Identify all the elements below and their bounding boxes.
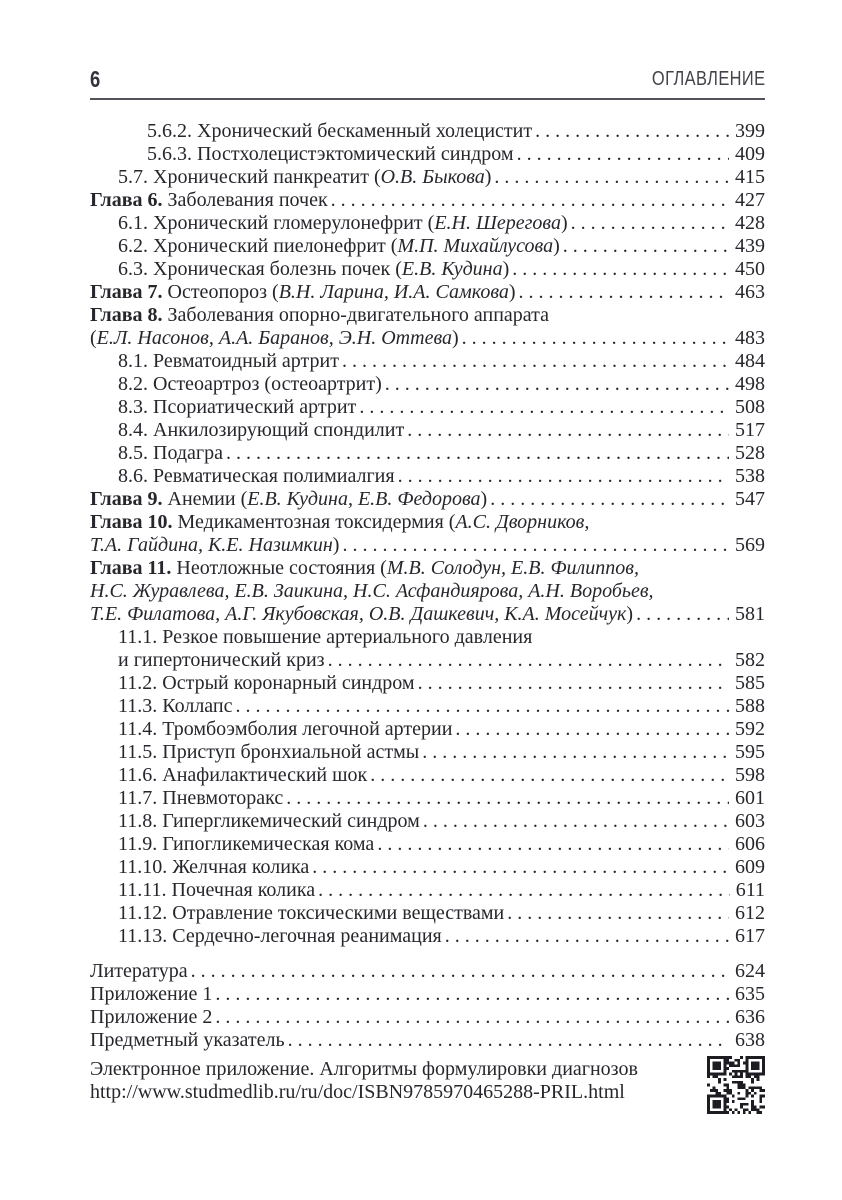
toc-entry (90, 488, 765, 511)
dot-leader (487, 488, 729, 511)
toc-entry (90, 166, 765, 189)
toc-page-number: 603 (735, 810, 765, 832)
dot-leader (315, 879, 730, 902)
dot-leader (419, 741, 729, 764)
toc-entry (90, 442, 765, 465)
toc-page-number: 595 (735, 741, 765, 763)
footer-line2: http://www.studmedlib.ru/ru/doc/ISBN9785970465288-PRIL.html (90, 1081, 625, 1103)
toc-entry (90, 465, 765, 488)
dot-leader (633, 603, 729, 626)
toc-entry (90, 511, 765, 534)
dot-leader (367, 764, 729, 787)
toc-entry-title: (Е.Л. Насонов, А.А. Баранов, Э.Н. Оттева) (90, 327, 459, 349)
toc-page-number: 606 (735, 833, 765, 855)
toc-page-number: 638 (735, 1029, 765, 1051)
toc-entry (90, 373, 765, 396)
toc-entry-title: 11.13. Сердечно-легочная реанимация (118, 925, 442, 947)
toc-entry (90, 1029, 765, 1052)
toc-entry-title: Предметный указатель (90, 1029, 285, 1051)
toc-page-number: 498 (735, 373, 765, 395)
dot-leader (285, 1029, 729, 1052)
toc-page-number: 635 (735, 983, 765, 1005)
toc-entry (90, 419, 765, 442)
toc-entry-title: 8.4. Анкилозирующий спондилит (118, 419, 405, 441)
toc-entry-title: Глава 6. Заболевания почек (90, 189, 328, 211)
qr-code-icon (707, 1056, 765, 1114)
toc-page-number: 463 (735, 281, 765, 303)
page-header (90, 68, 765, 100)
toc-entry-title: 11.6. Анафилактический шок (118, 764, 368, 786)
toc-entry-title: Т.А. Гайдина, К.Е. Назимкин) (90, 534, 340, 556)
page-content (90, 0, 765, 1114)
toc-page-number: 484 (735, 350, 765, 372)
dot-leader (339, 350, 729, 373)
dot-leader (188, 960, 729, 983)
dot-leader (325, 649, 729, 672)
toc-page-number: 538 (735, 465, 765, 487)
toc-entry (90, 557, 765, 580)
dot-leader (420, 810, 729, 833)
toc-entry-title: 6.1. Хронический гломерулонефрит (Е.Н. Шерегова) (118, 212, 568, 234)
dot-leader (212, 983, 729, 1006)
toc-entry (90, 212, 765, 235)
toc-page-number: 547 (735, 488, 765, 510)
toc-entry-title: 5.7. Хронический панкреатит (О.В. Быкова) (118, 166, 492, 188)
toc-entry-title: 5.6.2. Хронический бескаменный холецистит (147, 120, 533, 142)
toc-entry-title: 5.6.3. Постхолецистэктомический синдром (147, 143, 514, 165)
dot-leader (212, 1006, 729, 1029)
toc-entry-title: Глава 10. Медикаментозная токсидермия (А.С. Дворников, (90, 511, 590, 533)
toc-entry-title: 8.2. Остеоартроз (остеоартрит) (118, 373, 382, 395)
toc-entry-title: 11.11. Почечная колика (118, 879, 316, 901)
toc-page-number: 581 (735, 603, 765, 625)
toc-entry (90, 120, 765, 143)
toc-entry-title: 11.12. Отравление токсическими веществами (118, 902, 505, 924)
toc-page-number: 508 (735, 396, 765, 418)
toc-entry-title: и гипертонический криз (118, 649, 325, 671)
toc-page-number: 439 (735, 235, 765, 257)
toc-entry (90, 143, 765, 166)
dot-leader (382, 373, 729, 396)
toc-entry-title: Глава 9. Анемии (Е.В. Кудина, Е.В. Федорова) (90, 488, 488, 510)
toc-entry-title: 11.7. Пневмоторакс (118, 787, 284, 809)
toc-entry (90, 810, 765, 833)
toc-page-number: 611 (735, 879, 765, 901)
toc-entry (90, 764, 765, 787)
dot-leader (532, 120, 729, 143)
toc-entry (90, 649, 765, 672)
toc-page-number: 585 (735, 672, 765, 694)
dot-leader (374, 833, 729, 856)
toc-entry (90, 235, 765, 258)
toc-entry (90, 925, 765, 948)
dot-leader (568, 212, 729, 235)
toc-page-number: 636 (735, 1006, 765, 1028)
toc-entry (90, 580, 765, 603)
dot-leader (514, 143, 729, 166)
toc-page-number: 582 (735, 649, 765, 671)
toc-entry-title: 8.5. Подагра (118, 442, 223, 464)
toc-page-number: 427 (735, 189, 765, 211)
toc-page-number: 528 (735, 442, 765, 464)
dot-leader (415, 672, 729, 695)
dot-leader (328, 189, 729, 212)
toc-entry (90, 695, 765, 718)
header-title: ОГЛАВЛЕНИЕ (651, 68, 765, 90)
toc-page-number: 409 (735, 143, 765, 165)
footer-line1: Электронное приложение. Алгоритмы формулировки диагнозов (90, 1058, 638, 1080)
toc-page-number: 592 (735, 718, 765, 740)
toc-entry (90, 902, 765, 925)
dot-leader (452, 718, 729, 741)
toc-entry (90, 787, 765, 810)
toc-page-number: 624 (735, 960, 765, 982)
footer (90, 1058, 765, 1114)
toc-entry (90, 879, 765, 902)
toc-list (90, 120, 765, 1052)
toc-entry-title: Приложение 1 (90, 983, 213, 1005)
toc-entry-title: 11.9. Гипогликемическая кома (118, 833, 375, 855)
toc-entry (90, 396, 765, 419)
toc-entry-title: 6.2. Хронический пиелонефрит (М.П. Михайлусова) (118, 235, 560, 257)
toc-entry-title: 11.1. Резкое повышение артериального давления (118, 626, 533, 648)
toc-entry (90, 189, 765, 212)
toc-entry (90, 672, 765, 695)
toc-entry (90, 983, 765, 1006)
toc-entry (90, 718, 765, 741)
toc-entry-title: Литература (90, 960, 188, 982)
toc-entry-title: Глава 11. Неотложные состояния (М.В. Солодун, Е.В. Филиппов, (90, 557, 639, 579)
toc-entry (90, 350, 765, 373)
toc-page-number: 601 (735, 787, 765, 809)
toc-entry (90, 327, 765, 350)
dot-leader (356, 396, 729, 419)
dot-leader (491, 166, 729, 189)
toc-entry-title: 11.4. Тромбоэмболия легочной артерии (118, 718, 453, 740)
toc-entry-title: Глава 7. Остеопороз (В.Н. Ларина, И.А. Самкова) (90, 281, 516, 303)
toc-entry (90, 603, 765, 626)
dot-leader (459, 327, 729, 350)
dot-leader (395, 465, 729, 488)
toc-entry-title: 8.6. Ревматическая полимиалгия (118, 465, 395, 487)
toc-page-number: 415 (735, 166, 765, 188)
toc-page-number: 399 (735, 120, 765, 142)
toc-entry-title: 11.10. Желчная колика (118, 856, 310, 878)
toc-entry (90, 960, 765, 983)
dot-leader (233, 695, 730, 718)
toc-entry (90, 856, 765, 879)
toc-entry (90, 258, 765, 281)
toc-page-number: 609 (735, 856, 765, 878)
toc-entry-title: 8.3. Псориатический артрит (118, 396, 357, 418)
toc-page-number: 483 (735, 327, 765, 349)
toc-page-number: 588 (735, 695, 765, 717)
toc-page-number: 617 (735, 925, 765, 947)
toc-page-number: 612 (735, 902, 765, 924)
toc-page-number: 428 (735, 212, 765, 234)
toc-entry-title: Глава 8. Заболевания опорно-двигательного аппарата (90, 304, 550, 326)
dot-leader (283, 787, 729, 810)
dot-leader (404, 419, 729, 442)
dot-leader (560, 235, 729, 258)
toc-entry-title: 8.1. Ревматоидный артрит (118, 350, 339, 372)
dot-leader (339, 534, 729, 557)
toc-entry-title: Т.Е. Филатова, А.Г. Якубовская, О.В. Дашкевич, К.А. Мосейчук) (90, 603, 634, 625)
toc-entry (90, 534, 765, 557)
toc-page-number: 598 (735, 764, 765, 786)
dot-leader (509, 258, 729, 281)
toc-entry-title: 11.3. Коллапс (118, 695, 233, 717)
toc-page-number: 569 (735, 534, 765, 556)
toc-entry (90, 1006, 765, 1029)
footer-text (90, 1058, 687, 1114)
toc-entry-title: 6.3. Хроническая болезнь почек (Е.В. Кудина) (118, 258, 510, 280)
toc-entry (90, 833, 765, 856)
toc-entry (90, 304, 765, 327)
toc-page-number: 450 (735, 258, 765, 280)
dot-leader (504, 902, 729, 925)
dot-leader (309, 856, 729, 879)
dot-leader (516, 281, 729, 304)
toc-page-number: 517 (735, 419, 765, 441)
dot-leader (442, 925, 729, 948)
page-number-header: 6 (90, 66, 101, 92)
toc-entry-title: Н.С. Журавлева, Е.В. Заикина, Н.С. Асфандиярова, А.Н. Воробьев, (90, 580, 654, 602)
toc-entry-title: 11.5. Приступ бронхиальной астмы (118, 741, 420, 763)
toc-entry (90, 281, 765, 304)
dot-leader (223, 442, 729, 465)
toc-entry-title: 11.8. Гипергликемический синдром (118, 810, 420, 832)
toc-entry (90, 626, 765, 649)
toc-entry (90, 741, 765, 764)
toc-entry-title: Приложение 2 (90, 1006, 213, 1028)
toc-entry-title: 11.2. Острый коронарный синдром (118, 672, 415, 694)
